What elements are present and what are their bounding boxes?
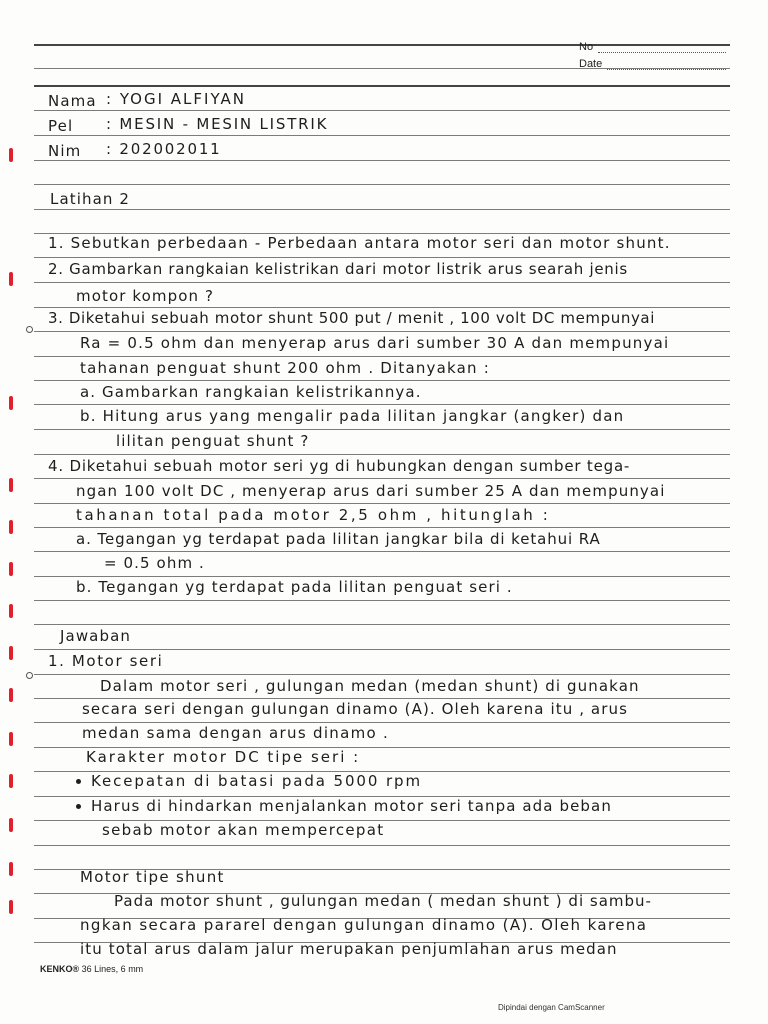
ruled-line (34, 282, 730, 283)
date-line (607, 69, 726, 70)
exercise-title: Latihan 2 (50, 190, 131, 208)
ruled-line (34, 674, 730, 675)
question-line: b. Hitung arus yang mengalir pada lilitan jangkar (angker) dan (80, 407, 625, 425)
bullet-item (76, 797, 612, 815)
ruled-line (34, 503, 730, 504)
ruled-line (34, 135, 730, 136)
question-line: 2. Gambarkan rangkaian kelistrikan dari motor listrik arus searah jenis (48, 260, 628, 278)
nim-label: Nim (48, 142, 82, 160)
question-line: b. Tegangan yg terdapat pada lilitan penguat seri . (76, 578, 513, 596)
no-label: No (579, 41, 594, 53)
ruled-line (34, 429, 730, 430)
answer-heading: 1. Motor seri (48, 652, 164, 670)
answer-line: ngkan secara pararel dengan gulungan dinamo (A). Oleh karena (80, 916, 648, 934)
binder-hole (26, 672, 33, 679)
margin-mark (9, 520, 13, 534)
ruled-line (34, 600, 730, 601)
bullet-text: Kecepatan di batasi pada 5000 rpm (91, 772, 422, 790)
ruled-line (34, 257, 730, 258)
margin-mark (9, 148, 13, 162)
question-line: a. Gambarkan rangkaian kelistrikannya. (80, 383, 422, 401)
ruled-line (34, 160, 730, 161)
bullet-item (76, 772, 422, 790)
question-line: 3. Diketahui sebuah motor shunt 500 put / menit , 100 volt DC mempunyai (48, 309, 655, 327)
margin-mark (9, 900, 13, 914)
answer-line: Pada motor shunt , gulungan medan ( medan shunt ) di sambu- (114, 892, 652, 910)
ruled-line (34, 722, 730, 723)
brand-name: KENKO® (40, 964, 80, 974)
margin-mark (9, 688, 13, 702)
margin-mark (9, 732, 13, 746)
question-line: motor kompon ? (76, 287, 215, 305)
answer-subheading: Karakter motor DC tipe seri : (86, 748, 361, 766)
subject-label: Pel (48, 117, 74, 135)
ruled-line (34, 624, 730, 625)
question-line: tahanan total pada motor 2,5 ohm , hitunglah : (76, 506, 551, 524)
question-line: 1. Sebutkan perbedaan - Perbedaan antara motor seri dan motor shunt. (48, 234, 671, 252)
ruled-line (34, 845, 730, 846)
name-label: Nama (48, 92, 97, 110)
answer-line: medan sama dengan arus dinamo . (82, 724, 390, 742)
margin-mark (9, 396, 13, 410)
bullet-text: Harus di hindarkan menjalankan motor seri tanpa ada beban (91, 797, 612, 815)
question-line: a. Tegangan yg terdapat pada lilitan jangkar bila di ketahui RA (76, 530, 601, 548)
answer-line: itu total arus dalam jalur merupakan penjumlahan arus medan (80, 940, 618, 958)
bullet-icon (76, 804, 81, 809)
top-rule (34, 44, 730, 46)
margin-mark (9, 478, 13, 492)
answer-subheading: Motor tipe shunt (80, 868, 225, 886)
question-line: lilitan penguat shunt ? (116, 432, 310, 450)
ruled-line (34, 209, 730, 210)
question-line: ngan 100 volt DC , menyerap arus dari sumber 25 A dan mempunyai (76, 482, 666, 500)
nim-value: : 202002011 (106, 140, 222, 158)
subject-value: : MESIN - MESIN LISTRIK (106, 115, 329, 133)
question-line: 4. Diketahui sebuah motor seri yg di hubungkan dengan sumber tega- (48, 457, 631, 475)
notebook-brand (40, 964, 143, 974)
brand-spec: 36 Lines, 6 mm (81, 964, 144, 974)
ruled-line (34, 551, 730, 552)
ruled-line (34, 576, 730, 577)
question-line: Ra = 0.5 ohm dan menyerap arus dari sumber 30 A dan mempunyai (80, 334, 670, 352)
ruled-line (34, 356, 730, 357)
bullet-icon (76, 779, 81, 784)
answer-title: Jawaban (60, 627, 131, 645)
margin-mark (9, 604, 13, 618)
question-line: = 0.5 ohm . (104, 554, 205, 572)
answer-line: sebab motor akan mempercepat (102, 821, 385, 839)
ruled-line (34, 454, 730, 455)
ruled-line (34, 184, 730, 185)
margin-mark (9, 862, 13, 876)
ruled-line (34, 478, 730, 479)
binder-hole (26, 326, 33, 333)
margin-mark (9, 774, 13, 788)
answer-line: secara seri dengan gulungan dinamo (A). Oleh karena itu , arus (82, 700, 629, 718)
margin-mark (9, 646, 13, 660)
ruled-line (34, 307, 730, 308)
answer-line: Dalam motor seri , gulungan medan (medan shunt) di gunakan (100, 677, 640, 695)
scanner-watermark: Dipindai dengan CamScanner (498, 1003, 605, 1012)
margin-mark (9, 818, 13, 832)
margin-mark (9, 562, 13, 576)
ruled-line (34, 404, 730, 405)
question-line: tahanan penguat shunt 200 ohm . Ditanyakan : (80, 359, 490, 377)
ruled-line (34, 85, 730, 87)
ruled-line (34, 698, 730, 699)
margin-mark (9, 272, 13, 286)
date-label: Date (579, 58, 603, 70)
no-line (598, 52, 726, 53)
ruled-line (34, 110, 730, 111)
ruled-line (34, 380, 730, 381)
ruled-line (34, 331, 730, 332)
name-value: : YOGI ALFIYAN (106, 90, 246, 108)
ruled-line (34, 527, 730, 528)
ruled-line (34, 649, 730, 650)
